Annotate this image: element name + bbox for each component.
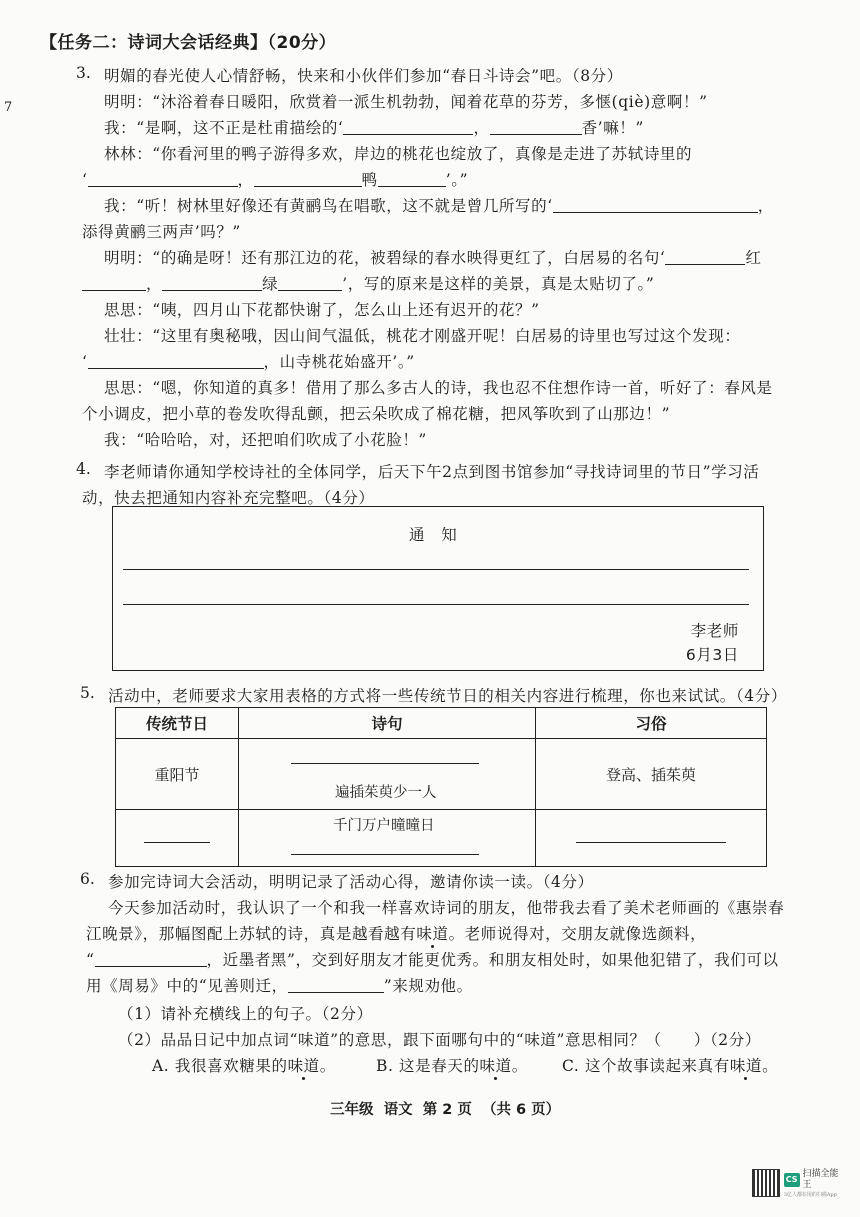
option-a[interactable]: A. 我很喜欢糖果的味道。 — [152, 1057, 336, 1075]
dialogue-line: 林林：“你看河里的鸭子游得多欢，岸边的桃花也绽放了，真像是走进了苏轼诗里的 — [104, 145, 693, 163]
diary-line: 用《周易》中的“见善则迁， ”来规劝他。 — [86, 977, 473, 995]
festival-cell — [116, 810, 239, 867]
dialogue-line: 明明：“沐浴着春日暖阳，欣赏着一派生机勃勃，闻着花草的芬芳，多惬(qiè)意啊！” — [104, 93, 708, 111]
notice-box — [112, 506, 764, 671]
answer-line[interactable] — [291, 763, 479, 764]
table-header: 习俗 — [536, 708, 767, 739]
dotted-word: 味道 — [416, 925, 449, 943]
margin-mark: 7 — [4, 100, 13, 115]
notice-signature: 李老师 — [690, 622, 739, 640]
answer-blank[interactable] — [254, 170, 362, 187]
table-header: 诗句 — [239, 708, 536, 739]
option-c[interactable]: C. 这个故事读起来真有味道。 — [562, 1057, 779, 1075]
question-intro: 明媚的春光使人心情舒畅，快来和小伙伴们参加“春日斗诗会”吧。（8分） — [104, 67, 623, 85]
answer-blank[interactable] — [378, 170, 446, 187]
diary-line: 江晚景》，那幅图配上苏轼的诗，真是越看越有味道。老师说得对，交朋友就像选颜料， — [86, 925, 707, 943]
option-b[interactable]: B. 这是春天的味道。 — [376, 1057, 528, 1075]
dialogue-line: 我：“哈哈哈，对，还把咱们吹成了小花脸！” — [104, 431, 427, 449]
table-row — [116, 739, 767, 810]
cs-logo-icon: CS — [784, 1173, 800, 1187]
scanner-name: 扫描全能王 — [802, 1168, 839, 1190]
dialogue-line: 壮壮：“这里有奥秘哦，因山间气温低，桃花才刚盛开呢！白居易的诗里也写过这个发现： — [104, 327, 741, 345]
answer-line[interactable] — [291, 854, 479, 855]
answer-blank[interactable] — [288, 976, 384, 993]
scanner-watermark — [752, 1166, 847, 1200]
answer-blank[interactable] — [665, 248, 745, 265]
answer-blank[interactable] — [88, 352, 264, 369]
answer-blank[interactable] — [343, 118, 473, 135]
question-number: 5. — [80, 684, 95, 702]
question-text: 动，快去把通知内容补充完整吧。（4分） — [82, 489, 375, 507]
poem-cell — [239, 810, 536, 867]
poem-line: 遍插茱萸少一人 — [335, 785, 437, 801]
answer-blank[interactable] — [82, 274, 146, 291]
festival-table — [115, 707, 767, 867]
table-header-row — [116, 708, 767, 739]
sub-question: （2）品品日记中加点词“味道”的意思，跟下面哪句中的“味道”意思相同？（ ）（2分） — [118, 1031, 761, 1049]
dialogue-line: 添得黄鹂三两声’吗？” — [82, 223, 241, 241]
answer-blank[interactable] — [88, 170, 238, 187]
notice-title: 通 知 — [409, 526, 458, 544]
answer-blank[interactable] — [162, 274, 262, 291]
question-text: 活动中，老师要求大家用表格的方式将一些传统节日的相关内容进行梳理，你也来试试。（4分） — [108, 687, 787, 705]
table-header: 传统节日 — [116, 708, 239, 739]
question-intro: 参加完诗词大会活动，明明记录了活动心得，邀请你读一读。（4分） — [108, 873, 594, 891]
question-number: 3. — [76, 64, 91, 82]
notice-date: 6月3日 — [685, 646, 739, 664]
dialogue-line: 明明：“的确是呀！还有那江边的花，被碧绿的春水映得更红了，白居易的名句‘ 红 — [104, 249, 762, 267]
dialogue-line: 我：“听！树林里好像还有黄鹂鸟在唱歌，这不就是曾几所写的‘ ， — [104, 197, 774, 215]
answer-line[interactable] — [123, 604, 749, 605]
answer-line[interactable] — [123, 569, 749, 570]
answer-blank[interactable] — [278, 274, 342, 291]
task-title: 【任务二：诗词大会话经典】（20分） — [40, 33, 337, 53]
dialogue-line: 个小调皮，把小草的卷发吹得乱颤，把云朵吹成了棉花糖，把风筝吹到了山那边！” — [82, 405, 671, 423]
qr-code-icon — [752, 1169, 780, 1197]
dialogue-line: ‘ ，山寺桃花始盛开’。” — [82, 353, 415, 371]
question-text: 李老师请你通知学校诗社的全体同学，后天下午2点到图书馆参加“寻找诗词里的节日”学习活 — [104, 463, 760, 481]
custom-cell: 登高、插茱萸 — [536, 739, 767, 810]
dialogue-line: ‘ ， 鸭 ’。” — [82, 171, 469, 189]
answer-blank[interactable] — [95, 950, 207, 967]
question-number: 6. — [80, 870, 95, 888]
festival-cell: 重阳节 — [116, 739, 239, 810]
custom-cell — [536, 810, 767, 867]
answer-line[interactable] — [576, 842, 726, 843]
scanner-subtitle: 3亿人都在用的扫描App — [783, 1191, 837, 1198]
poem-line: 千门万户曈曈日 — [333, 818, 435, 834]
dialogue-line: 思思：“嗯，你知道的真多！借用了那么多古人的诗，我也忍不住想作诗一首，听好了：春风是 — [104, 379, 773, 397]
answer-blank[interactable] — [490, 118, 582, 135]
table-row — [116, 810, 767, 867]
diary-line: 今天参加活动时，我认识了一个和我一样喜欢诗词的朋友，他带我去看了美术老师画的《惠崇春 — [108, 899, 785, 917]
sub-question: （1）请补充横线上的句子。（2分） — [118, 1005, 373, 1023]
poem-cell — [239, 739, 536, 810]
dialogue-line: ， 绿 ’，写的原来是这样的美景，真是太贴切了。” — [82, 272, 654, 294]
diary-line: “ ，近墨者黑”，交到好朋友才能更优秀。和朋友相处时，如果他犯错了，我们可以 — [86, 951, 779, 969]
page-footer: 三年级 语文 第 2 页 （共 6 页） — [330, 1102, 561, 1118]
answer-blank[interactable] — [553, 196, 758, 213]
answer-line[interactable] — [144, 842, 210, 843]
question-number: 4. — [76, 460, 91, 478]
dialogue-line: 思思：“咦，四月山下花都快谢了，怎么山上还有迟开的花？” — [104, 301, 540, 319]
dialogue-line: 我：“是啊，这不正是杜甫描绘的‘ ， 香’嘛！” — [104, 119, 644, 137]
